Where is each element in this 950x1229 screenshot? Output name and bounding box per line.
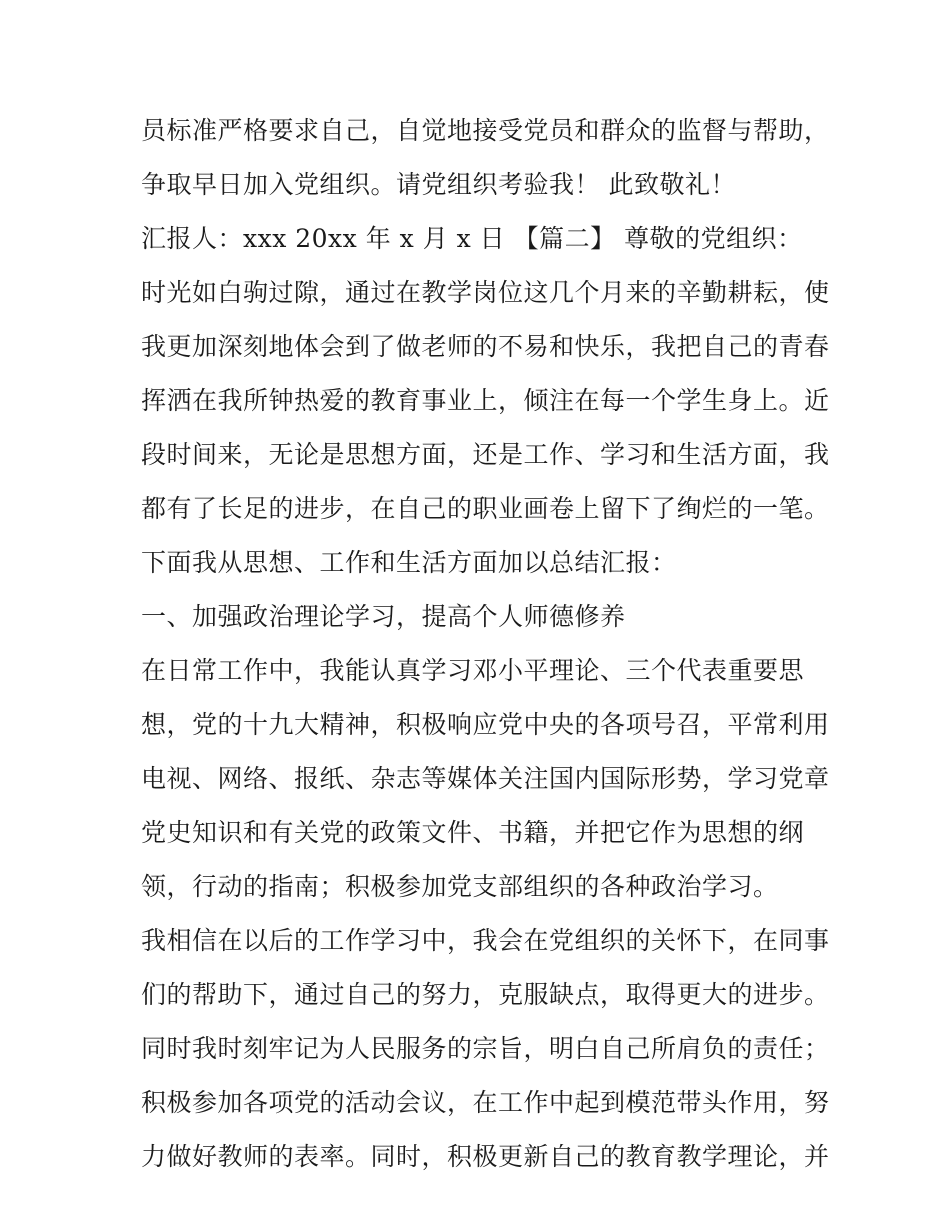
text-line: 领，行动的指南；积极参加党支部组织的各种政治学习。 — [141, 872, 779, 901]
text-line: 时光如白驹过隙，通过在教学岗位这几个月来的辛勤耕耘，使 — [141, 278, 830, 307]
text-line: 电视、网络、报纸、杂志等媒体关注国内国际形势，学习党章 — [141, 764, 830, 793]
text-line: 挥洒在我所钟热爱的教育事业上，倾注在每一个学生身上。近 — [141, 386, 830, 415]
text-line: 我相信在以后的工作学习中，我会在党组织的关怀下，在同事 — [141, 926, 830, 955]
text-line: 员标准严格要求自己，自觉地接受党员和群众的监督与帮助， — [141, 116, 830, 145]
section-heading: 一、加强政治理论学习，提高个人师德修养 — [141, 602, 626, 631]
text-line: 积极参加各项党的活动会议，在工作中起到模范带头作用，努 — [141, 1088, 830, 1117]
document-body — [141, 104, 830, 1184]
text-line: 们的帮助下，通过自己的努力，克服缺点，取得更大的进步。 — [141, 980, 830, 1009]
text-line: 段时间来，无论是思想方面，还是工作、学习和生活方面，我 — [141, 440, 830, 469]
text-line: 力做好教师的表率。同时，积极更新自己的教育教学理论，并 — [141, 1142, 830, 1171]
text-line: 同时我时刻牢记为人民服务的宗旨，明白自己所肩负的责任； — [141, 1034, 830, 1063]
text-line: 下面我从思想、工作和生活方面加以总结汇报： — [141, 548, 677, 577]
text-line: 汇报人：xxx 20xx 年 x 月 x 日 【篇二】 尊敬的党组织： — [141, 224, 803, 253]
text-line: 争取早日加入党组织。请党组织考验我！ 此致敬礼！ — [141, 170, 736, 199]
text-line: 党史知识和有关党的政策文件、书籍，并把它作为思想的纲 — [141, 818, 805, 847]
text-line: 都有了长足的进步，在自己的职业画卷上留下了绚烂的一笔。 — [141, 494, 830, 523]
text-line: 我更加深刻地体会到了做老师的不易和快乐，我把自己的青春 — [141, 332, 830, 361]
text-line: 在日常工作中，我能认真学习邓小平理论、三个代表重要思 — [141, 656, 805, 685]
text-line: 想，党的十九大精神，积极响应党中央的各项号召，平常利用 — [141, 710, 830, 739]
